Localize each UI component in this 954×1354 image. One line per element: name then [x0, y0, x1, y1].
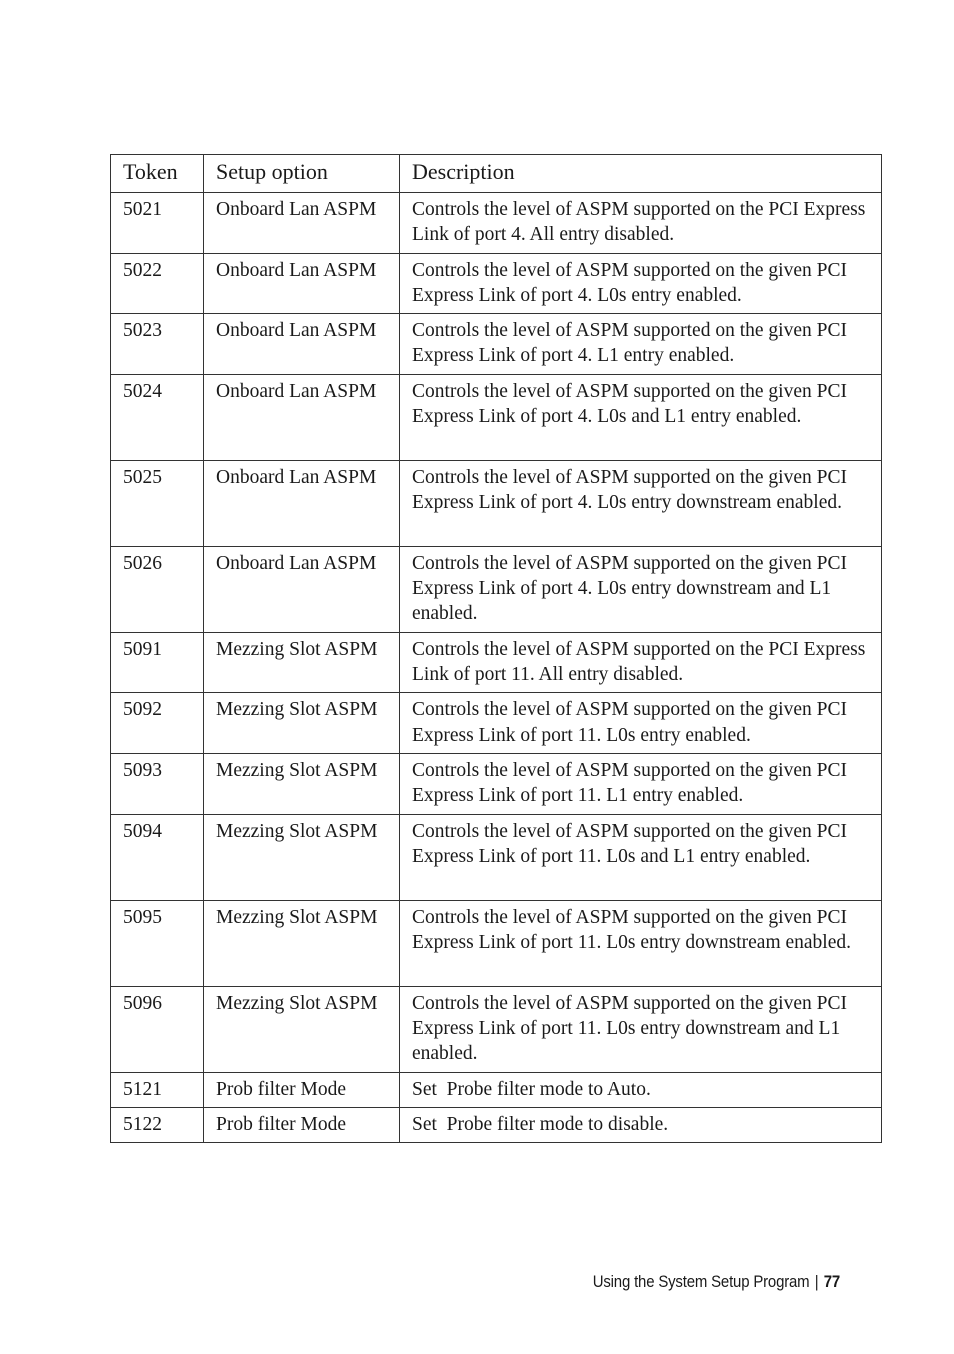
table-row: [111, 693, 882, 754]
token-cell: 5121: [111, 1072, 204, 1107]
setup-option-cell: Mezzing Slot ASPM: [204, 900, 400, 986]
description-cell: Set Probe filter mode to disable.: [400, 1107, 882, 1142]
table-row: [111, 814, 882, 900]
setup-option-cell: Mezzing Slot ASPM: [204, 693, 400, 754]
page-number: 77: [823, 1272, 840, 1291]
token-cell: 5021: [111, 193, 204, 254]
token-table: [110, 154, 882, 1143]
description-cell: Controls the level of ASPM supported on the PCI Express Link of port 11. All entry disabled.: [400, 632, 882, 693]
description-cell: Controls the level of ASPM supported on the given PCI Express Link of port 11. L0s entry enabled.: [400, 693, 882, 754]
description-cell: Set Probe filter mode to Auto.: [400, 1072, 882, 1107]
token-cell: 5094: [111, 814, 204, 900]
table-header-row: [111, 155, 882, 193]
token-cell: 5091: [111, 632, 204, 693]
token-cell: 5122: [111, 1107, 204, 1142]
table-row: [111, 900, 882, 986]
token-cell: 5093: [111, 753, 204, 814]
table-row: [111, 193, 882, 254]
token-cell: 5024: [111, 374, 204, 460]
setup-option-cell: Mezzing Slot ASPM: [204, 986, 400, 1072]
token-cell: 5092: [111, 693, 204, 754]
setup-option-cell: Mezzing Slot ASPM: [204, 753, 400, 814]
token-cell: 5095: [111, 900, 204, 986]
table-row: [111, 374, 882, 460]
footer-section-title: Using the System Setup Program: [592, 1272, 810, 1291]
setup-option-cell: Onboard Lan ASPM: [204, 460, 400, 546]
table-row: [111, 632, 882, 693]
setup-option-cell: Prob filter Mode: [204, 1107, 400, 1142]
description-cell: Controls the level of ASPM supported on the PCI Express Link of port 4. All entry disabled.: [400, 193, 882, 254]
setup-option-cell: Onboard Lan ASPM: [204, 374, 400, 460]
table-row: [111, 1107, 882, 1142]
header-description: Description: [400, 155, 882, 193]
table-row: [111, 546, 882, 632]
token-cell: 5023: [111, 314, 204, 375]
setup-option-cell: Onboard Lan ASPM: [204, 314, 400, 375]
description-cell: Controls the level of ASPM supported on the given PCI Express Link of port 4. L0s entry enabled.: [400, 253, 882, 314]
description-cell: Controls the level of ASPM supported on the given PCI Express Link of port 4. L1 entry enabled.: [400, 314, 882, 375]
description-cell: Controls the level of ASPM supported on the given PCI Express Link of port 4. L0s and L1 entry enabled.: [400, 374, 882, 460]
setup-option-cell: Prob filter Mode: [204, 1072, 400, 1107]
setup-option-cell: Onboard Lan ASPM: [204, 193, 400, 254]
setup-option-cell: Onboard Lan ASPM: [204, 546, 400, 632]
table-row: [111, 460, 882, 546]
table-row: [111, 253, 882, 314]
token-cell: 5026: [111, 546, 204, 632]
table-row: [111, 986, 882, 1072]
description-cell: Controls the level of ASPM supported on the given PCI Express Link of port 4. L0s entry downstream enabled.: [400, 460, 882, 546]
table-row: [111, 1072, 882, 1107]
table-row: [111, 314, 882, 375]
description-cell: Controls the level of ASPM supported on the given PCI Express Link of port 4. L0s entry downstream and L1 enabled.: [400, 546, 882, 632]
description-cell: Controls the level of ASPM supported on the given PCI Express Link of port 11. L0s and L1 entry enabled.: [400, 814, 882, 900]
setup-option-cell: Mezzing Slot ASPM: [204, 632, 400, 693]
header-token: Token: [111, 155, 204, 193]
setup-option-cell: Mezzing Slot ASPM: [204, 814, 400, 900]
description-cell: Controls the level of ASPM supported on the given PCI Express Link of port 11. L1 entry enabled.: [400, 753, 882, 814]
description-cell: Controls the level of ASPM supported on the given PCI Express Link of port 11. L0s entry downstream and L1 enabled.: [400, 986, 882, 1072]
footer-separator: |: [814, 1272, 819, 1291]
setup-option-cell: Onboard Lan ASPM: [204, 253, 400, 314]
token-cell: 5096: [111, 986, 204, 1072]
description-cell: Controls the level of ASPM supported on the given PCI Express Link of port 11. L0s entry downstream enabled.: [400, 900, 882, 986]
token-cell: 5022: [111, 253, 204, 314]
table-row: [111, 753, 882, 814]
page-footer: [593, 1272, 840, 1292]
header-setup-option: Setup option: [204, 155, 400, 193]
token-cell: 5025: [111, 460, 204, 546]
